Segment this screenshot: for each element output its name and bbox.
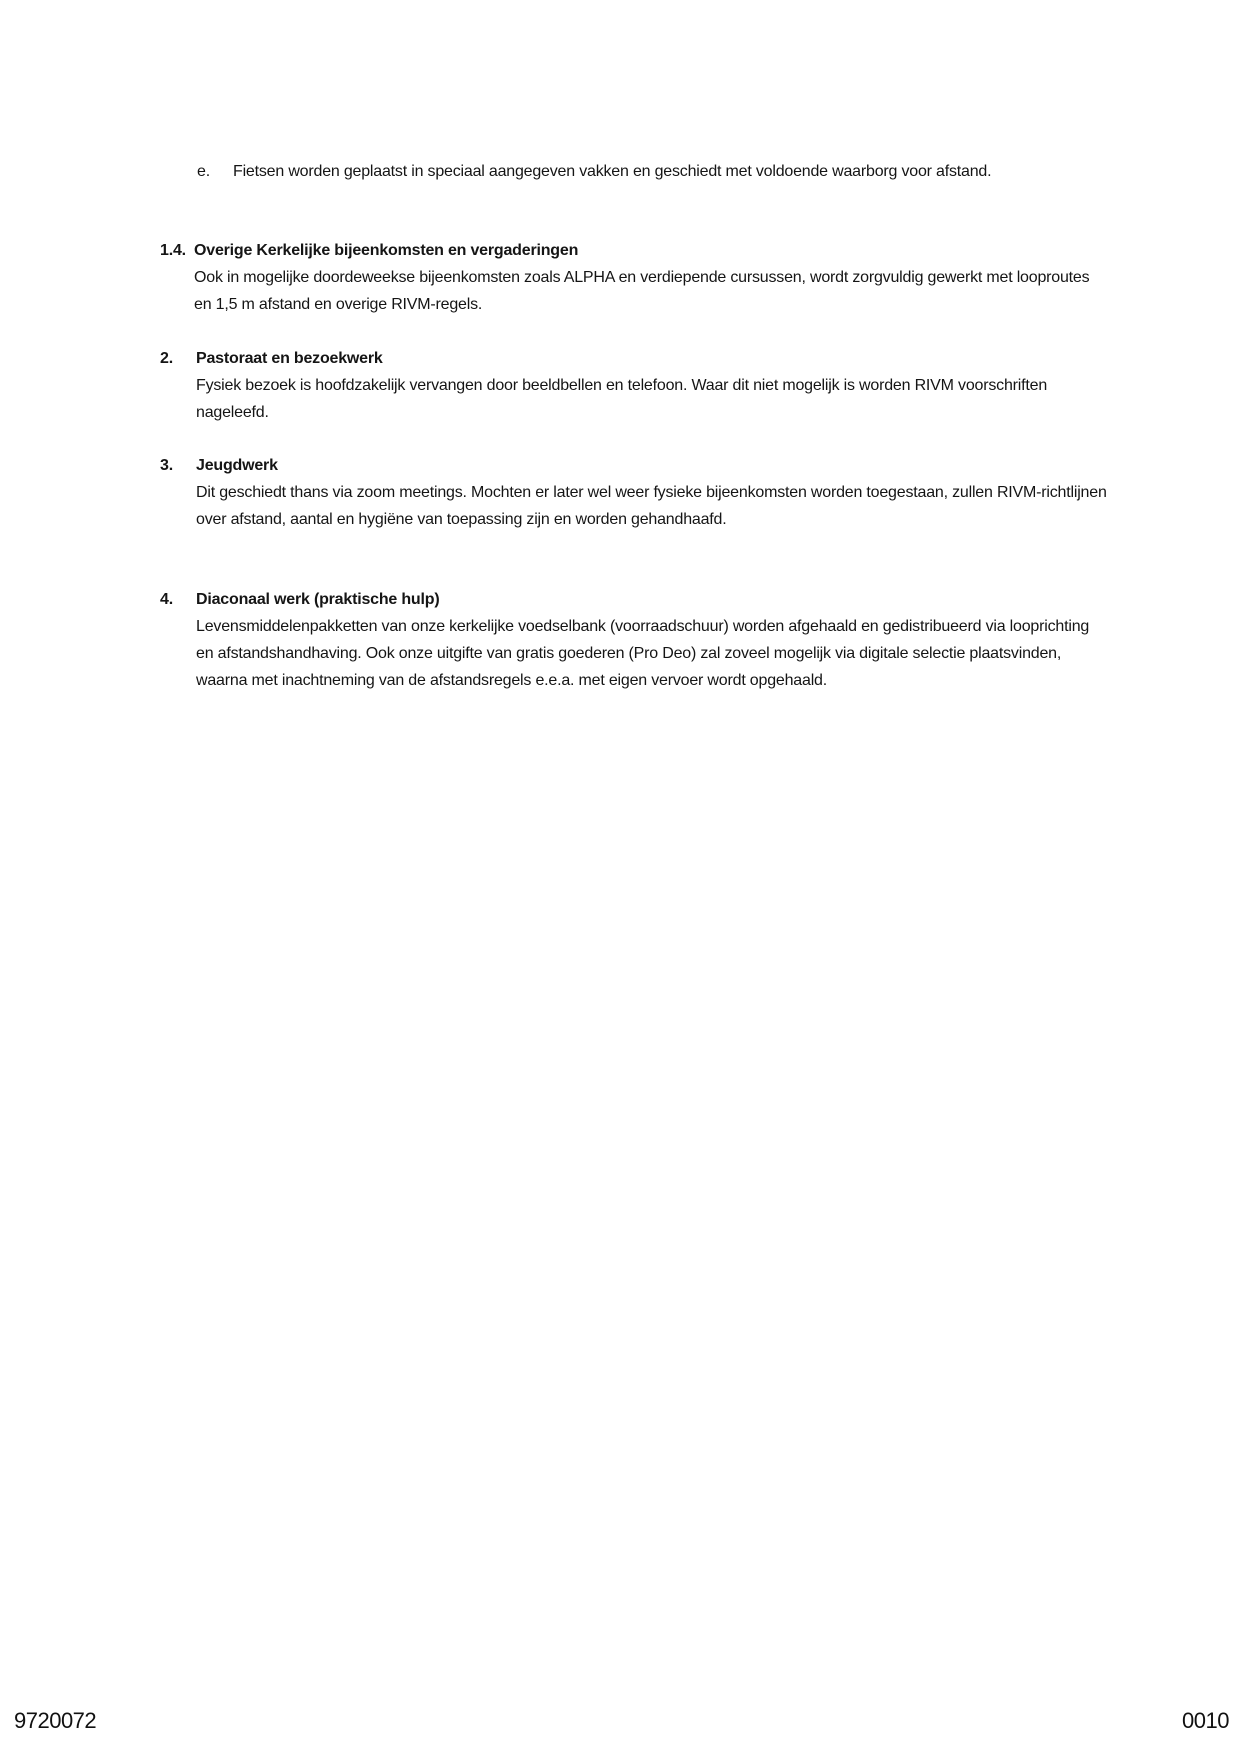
section-1-4: [160, 237, 1110, 318]
section-2: [160, 345, 1110, 426]
section-heading: Overige Kerkelijke bijeenkomsten en vergaderingen: [194, 242, 579, 259]
list-item-e: [197, 158, 1097, 185]
section-number: 2.: [160, 350, 173, 367]
section-text: Fysiek bezoek is hoofdzakelijk vervangen door beeldbellen en telefoon. Waar dit niet mogelijk is worden RIVM voorschriften nageleefd.: [196, 377, 1048, 421]
section-3: [160, 452, 1110, 533]
page-number: 0010: [1182, 1708, 1229, 1733]
section-text: Dit geschiedt thans via zoom meetings. Mochten er later wel weer fysieke bijeenkomsten worden toegestaan, zullen RIVM-richtlijnen over afstand, aantal en hygiëne van toepassing zijn en worden gehandhaafd.: [196, 484, 1107, 528]
list-item-text: Fietsen worden geplaatst in speciaal aangegeven vakken en geschiedt met voldoende waarborg voor afstand.: [233, 163, 992, 180]
section-number: 4.: [160, 591, 173, 608]
section-text: Levensmiddelenpakketten van onze kerkelijke voedselbank (voorraadschuur) worden afgehaald en gedistribueerd via looprichting en afstandshandhaving. Ook onze uitgifte van gratis goederen (Pro Deo) zal zoveel mogelijk via digitale selectie plaatsvinden, waarna met inachtneming van de afstandsregels e.e.a. met eigen vervoer wordt opgehaald.: [196, 618, 1090, 689]
section-heading: Pastoraat en bezoekwerk: [196, 350, 383, 367]
list-marker: e.: [197, 163, 210, 180]
document-id: 9720072: [14, 1708, 97, 1733]
section-number: 1.4.: [160, 242, 186, 259]
section-4: [160, 586, 1110, 694]
section-text: Ook in mogelijke doordeweekse bijeenkomsten zoals ALPHA en verdiepende cursussen, wordt zorgvuldig gewerkt met looproutes en 1,5 m afstand en overige RIVM-regels.: [194, 269, 1090, 313]
section-number: 3.: [160, 457, 173, 474]
section-heading: Jeugdwerk: [196, 457, 278, 474]
section-heading: Diaconaal werk (praktische hulp): [196, 591, 440, 608]
